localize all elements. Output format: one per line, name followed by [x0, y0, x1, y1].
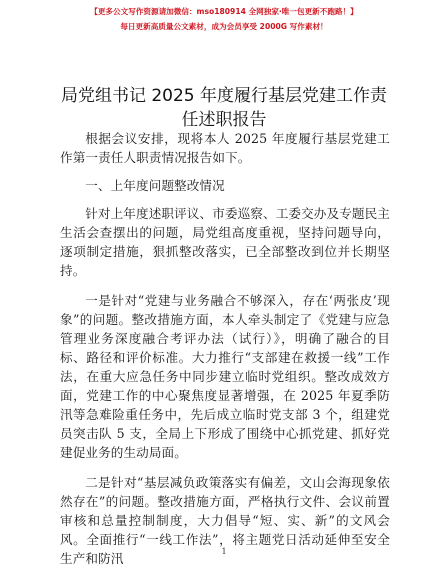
header-banner: [0, 6, 448, 32]
paragraph-overview: 针对上年度述职评议、市委巡察、工委交办及专题民主生活会查摆出的问题，局党组高度重视，坚持问题导向，逐项制定措施，狠抓整改落实，已全部整改到位并长期坚持。: [60, 206, 390, 278]
banner-line-1: 【更多公文写作资源请加微信：mso180914 全网独家·唯一包更新不跑路！】: [90, 7, 358, 16]
document-title: 局党组书记 2025 年度履行基层党建工作责任述职报告: [60, 86, 388, 130]
banner-line-2: 每日更新高质量公文素材，成为会员享受 2000G 写作素材！: [120, 22, 328, 31]
section-heading: 一、上年度问题整改情况: [85, 178, 225, 193]
page-number: 1: [221, 547, 227, 556]
paragraph-item-2: 二是针对“基层减负政策落实有偏差，文山会海现象依然存在”的问题。整改措施方面，严格执行文件、会议前置审核和总量控制制度，大力倡导“短、实、新”的文风会风。全面推行“一线工作法”，将主题党日活动延伸至安全生产和防汛: [60, 475, 390, 566]
document-body: [60, 129, 390, 568]
paragraph-item-1: 一是针对“党建与业务融合不够深入，存在‘两张皮’现象”的问题。整改措施方面，本人牵头制定了《党建与应急管理业务深度融合考评办法（试行）》，明确了融合的目标、路径和评价标准。大力推行“支部建在救援一线”工作法，在重大应急任务中同步建立临时党组织。整改成效方面，党建工作的中心聚焦度显著增强，在 2025 年夏季防汛等急难险重任务中，先后成立临时党支部 3 个，组建党员突击队 5 支，全局上下形成了围绕中心抓党建、抓好党建促业务的生动局面。: [60, 293, 390, 460]
paragraph-intro: 根据会议安排，现将本人 2025 年度履行基层党建工作第一责任人职责情况报告如下。: [60, 131, 390, 165]
